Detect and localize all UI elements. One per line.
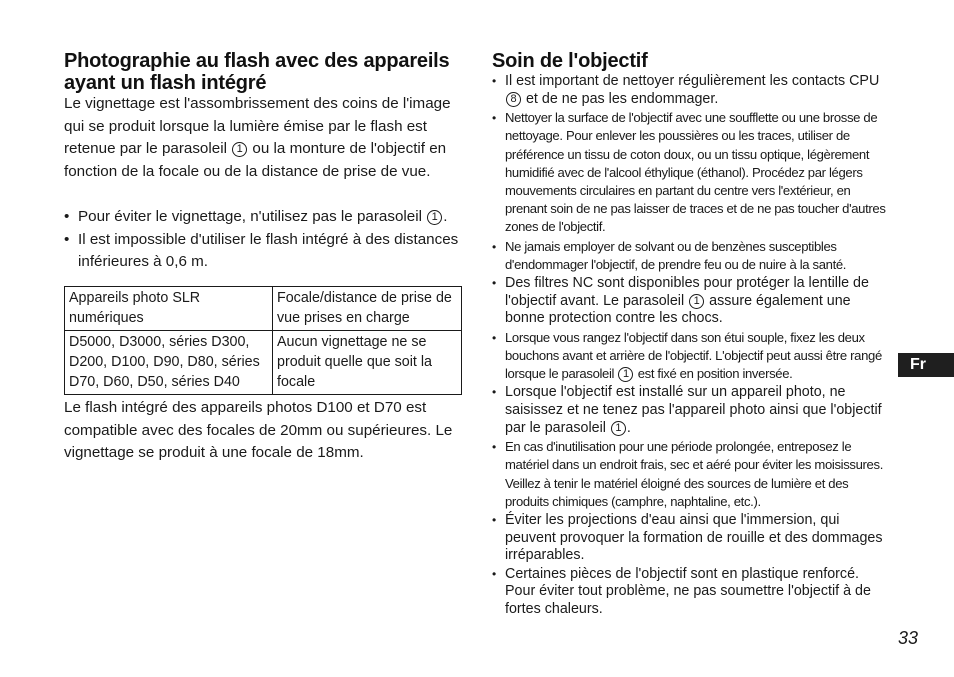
bullet-text-end: . [626, 419, 631, 436]
lens-care-list [492, 72, 892, 619]
bullet-text: Il est impossible d'utiliser le flash intégré à des distances inférieures à 0,6 m. [78, 231, 459, 270]
intro-text-a: Le vignettage est l'assombrissement des coins de l'image qui se produit lorsque la lumière émise par le flash est retenue par le parasoleil [64, 95, 451, 157]
table-header-cell: Appareils photo SLR numériques [65, 287, 273, 331]
flash-bullet-list [64, 206, 462, 274]
callout-number-icon: 1 [618, 367, 633, 382]
list-item [64, 229, 462, 273]
vignetting-table [64, 286, 462, 395]
lens-care-heading: Soin de l'objectif [492, 50, 648, 72]
bullet-text: En cas d'inutilisation pour une période prolongée, entreposez le matériel dans un endroit frais, sec et aéré pour éviter les moisissures. Veillez à tenir le matériel éloigné des sources de lumière et des produits chimiques (camphre, naphtaline, etc.). [505, 439, 883, 509]
bullet-text: Ne jamais employer de solvant ou de benzènes susceptibles d'endommager l'objectif, de prendre feu ou de nuire à la santé. [505, 238, 847, 272]
flash-section-heading: Photographie au flash avec des appareils ayant un flash intégré [64, 50, 450, 94]
intro-text-b: ou la monture de l'objectif en fonction de la focale ou de la distance de prise de vue. [64, 140, 447, 180]
bullet-text: Il est important de nettoyer régulièrement les contacts CPU [505, 73, 880, 89]
list-item [492, 512, 892, 565]
table-cell: D5000, D3000, séries D300, D200, D100, D90, D80, séries D70, D60, D50, séries D40 [65, 331, 273, 395]
bullet-text: Certaines pièces de l'objectif sont en plastique renforcé. Pour éviter tout problème, ne pas soumettre l'objectif à de fortes chaleurs. [505, 565, 871, 617]
lens-hood-callout-icon: 1 [427, 210, 442, 225]
bullet-text: Éviter les projections d'eau ainsi que l'immersion, qui peuvent provoquer la formation de rouille et des dommages irréparables. [505, 512, 883, 564]
bullet-text-end: est fixé en position inversée. [637, 366, 793, 382]
list-item [492, 438, 892, 511]
bullet-text: Des filtres NC sont disponibles pour protéger la lentille de l'objectif avant. Le parasoleil [505, 275, 869, 309]
bullet-text-end: assure également une bonne protection contre les chocs. [505, 292, 851, 327]
bullet-text: Lorsque vous rangez l'objectif dans son étui souple, fixez les deux bouchons avant et arrière de l'objectif. L'objectif peut aussi être rangé lorsque le parasoleil [505, 329, 882, 382]
callout-number-icon: 1 [689, 294, 704, 309]
vignetting-intro [64, 93, 462, 183]
table-row [65, 331, 462, 395]
list-item [492, 329, 892, 384]
list-item [492, 384, 892, 437]
list-item [492, 238, 892, 274]
list-item [492, 73, 892, 108]
callout-number-icon: 8 [506, 92, 521, 107]
list-item [492, 275, 892, 328]
bullet-text: Nettoyer la surface de l'objectif avec une soufflette ou une brosse de nettoyage. Pour enlever les poussières ou les traces, utiliser de préférence un tissu de coton doux, ou un tissu optique, légèrement humidifié avec de l'alcool éthylique (éthanol). Procédez par légers mouvements circulaires en partant du centre vers l'extérieur, en prenant soin de ne pas laisser de traces et de ne pas toucher d'autres zones de l'objectif. [505, 110, 886, 235]
table-header-row [65, 287, 462, 331]
built-in-flash-note: Le flash intégré des appareils photos D100 et D70 est compatible avec des focales de 20mm ou supérieures. Le vignettage se produit à une focale de 18mm. [64, 399, 453, 461]
list-item [64, 206, 462, 228]
bullet-text-end: et de ne pas les endommager. [525, 90, 719, 107]
table-header-cell: Focale/distance de prise de vue prises en charge [273, 287, 462, 331]
page-number: 33 [898, 628, 919, 648]
list-item [492, 109, 892, 236]
bullet-text: Lorsque l'objectif est installé sur un appareil photo, ne saisissez et ne tenez pas l'appareil photo ainsi que l'objectif par le parasoleil [505, 384, 882, 436]
lens-hood-callout-icon: 1 [232, 142, 247, 157]
table-cell: Aucun vignettage ne se produit quelle que soit la focale [273, 331, 462, 395]
bullet-text-end: . [443, 208, 448, 225]
list-item [492, 566, 892, 619]
language-tab: Fr [898, 353, 954, 377]
callout-number-icon: 1 [611, 421, 626, 436]
bullet-text: Pour éviter le vignettage, n'utilisez pas le parasoleil [78, 208, 422, 225]
